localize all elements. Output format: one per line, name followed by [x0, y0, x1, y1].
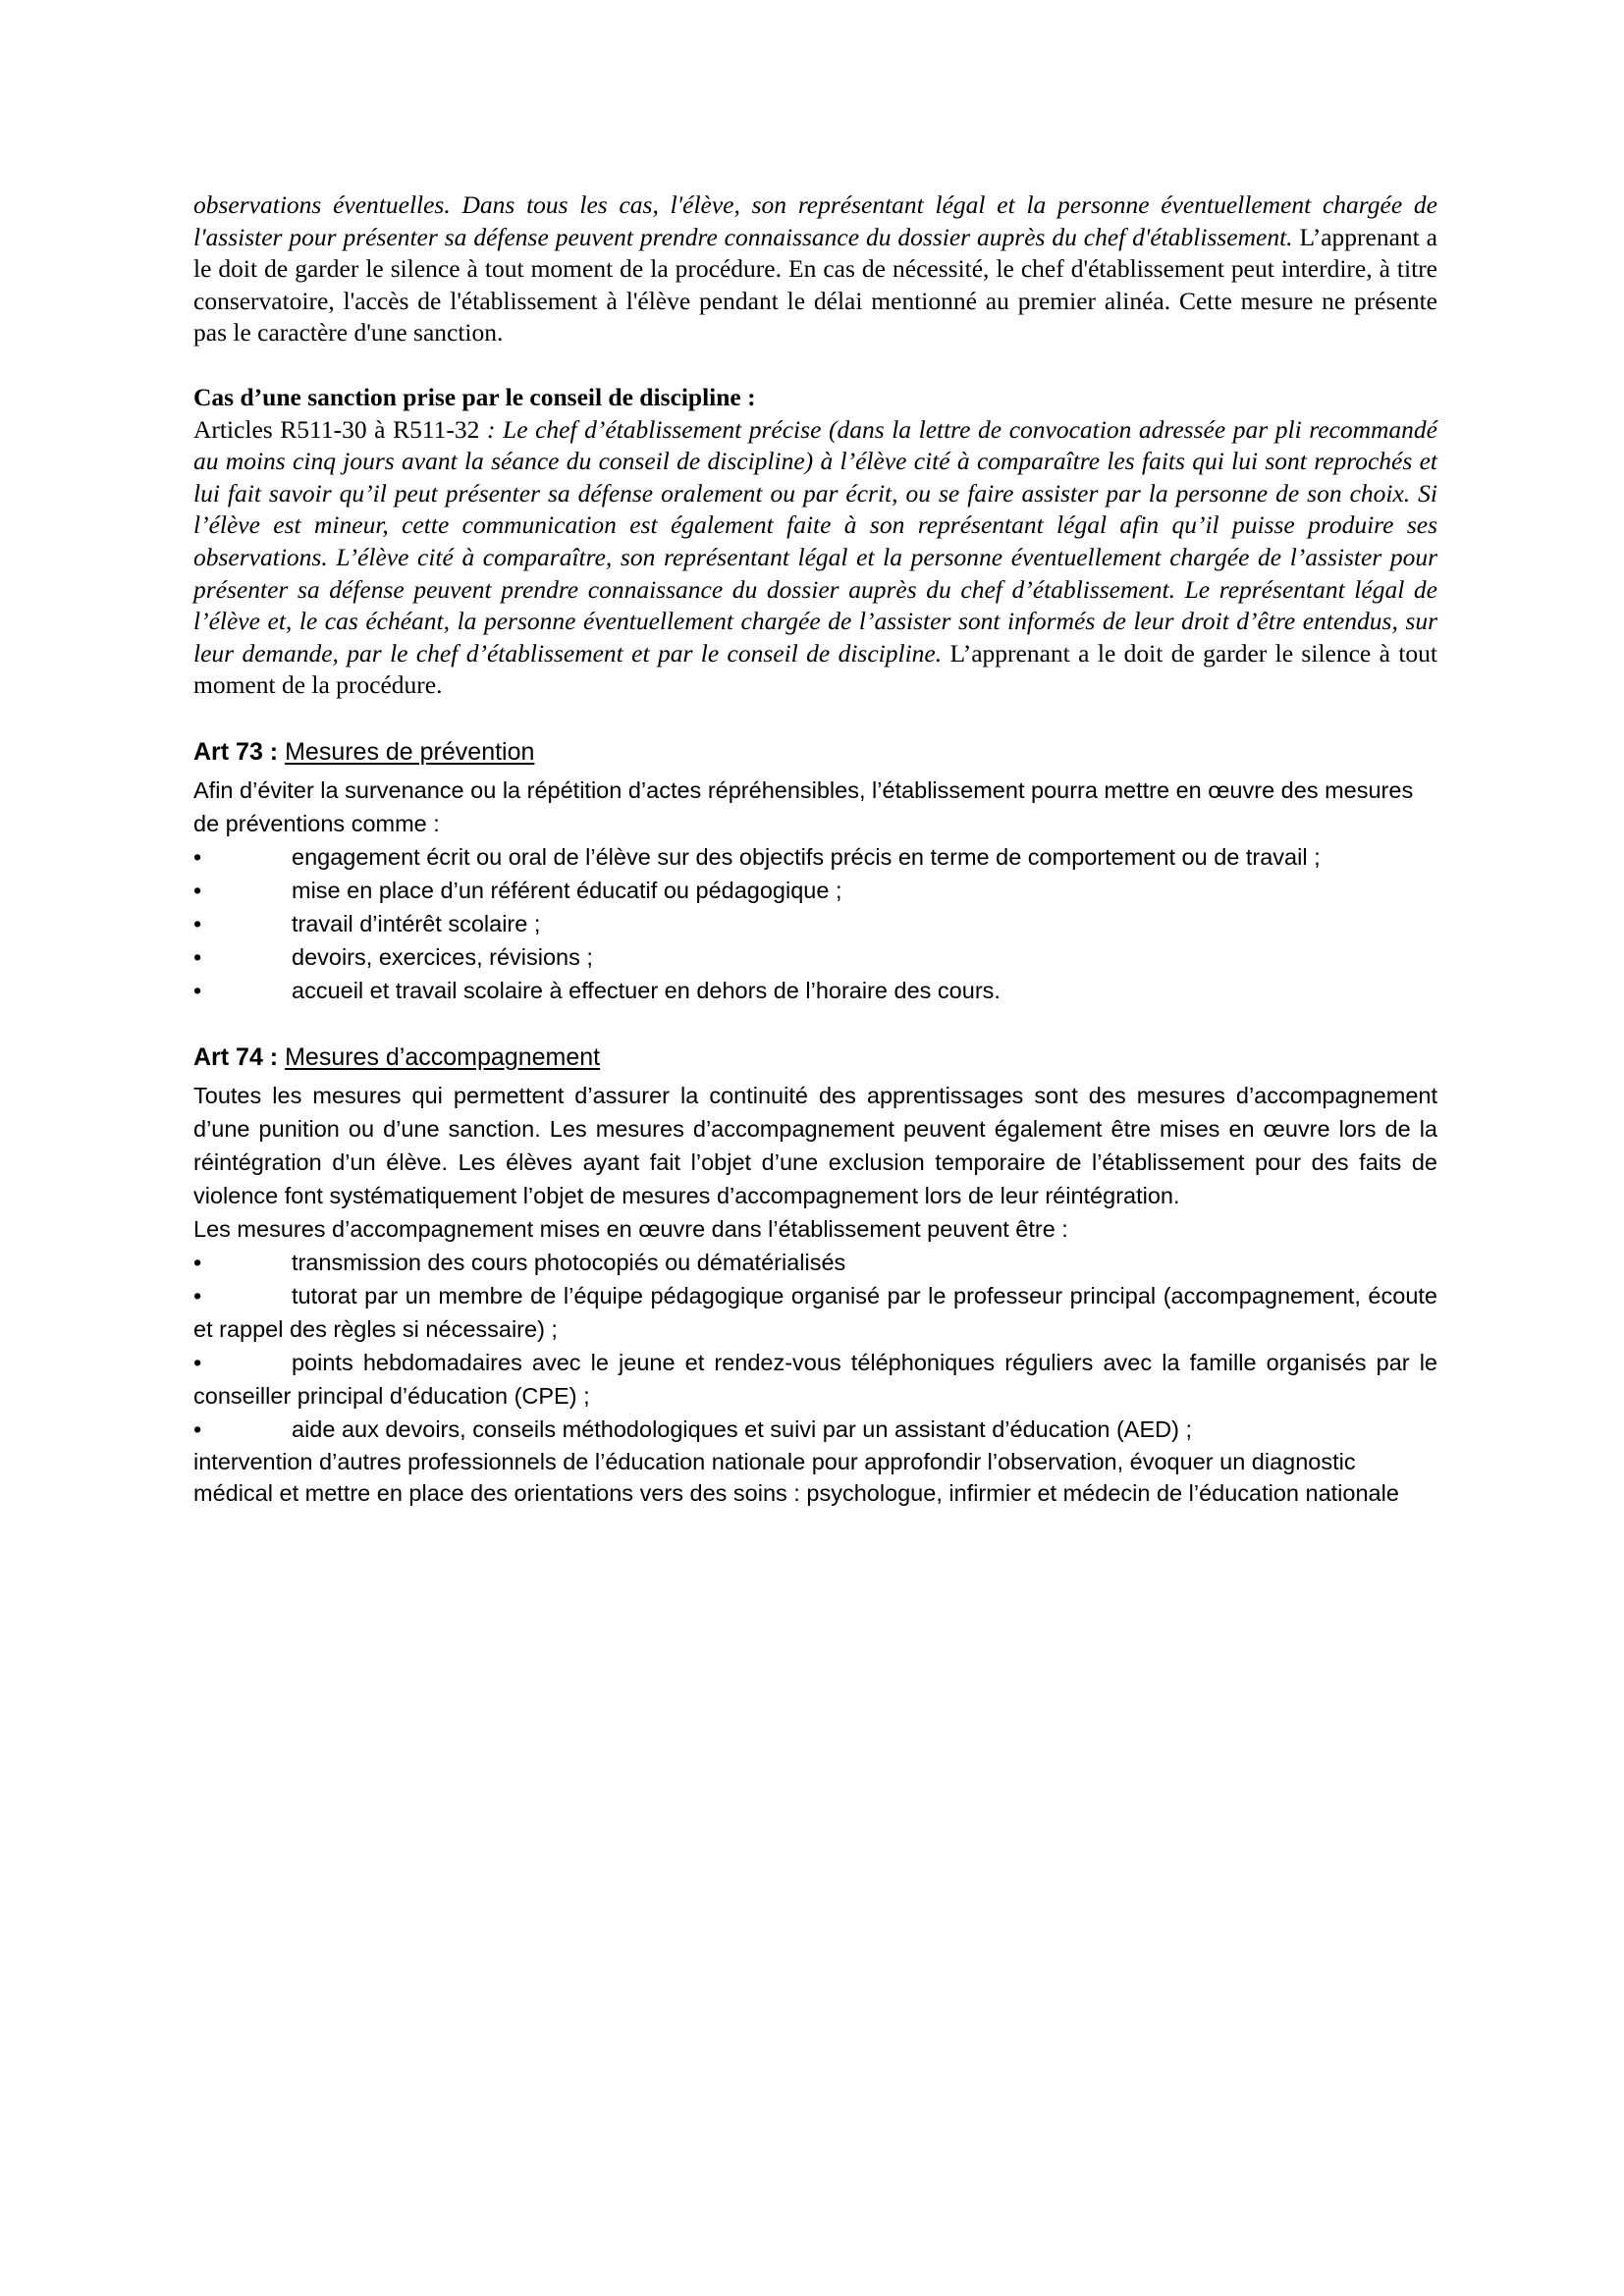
bullet-icon: •	[193, 1282, 202, 1308]
art74-closing-paragraph: intervention d’autres professionnels de l’éducation nationale pour approfondir l’observation, évoquer un diagnostic médical et mettre en place des orientations vers des soins : psychologue, infirmier et médecin de l’éducation nationale	[193, 1448, 1399, 1506]
discipline-roman-text: L’apprenant a le doit de garder le silence à tout moment de la procédure.	[193, 638, 1437, 700]
list-item	[193, 874, 1437, 907]
list-item	[193, 1346, 1437, 1413]
list-item-text: transmission des cours photocopiés ou dématérialisés	[292, 1249, 846, 1275]
list-item	[193, 840, 1437, 874]
discipline-italic-text: : Le chef d’établissement précise (dans la lettre de convocation adressée par pli recommandé au moins cinq jours avant la séance du conseil de discipline) à l’élève cité à comparaître les faits qui lui sont reprochés et lui fait savoir qu’il peut présenter sa défense oralement ou par écrit, ou se faire assister par la personne de son choix. Si l’élève est mineur, cette communication est également faite à son représentant légal afin qu’il puisse produire ses observations. L’élève cité à comparaître, son représentant légal et la personne éventuellement chargée de l’assister pour présenter sa défense peuvent prendre connaissance du dossier auprès du chef d’établissement. Le représentant légal de l’élève et, le cas échéant, la personne éventuellement chargée de l’assister sont informés de leur droit d’être entendus, sur leur demande, par le chef d’établissement et par le conseil de discipline.	[193, 414, 1437, 667]
articles-reference: Articles R511-30 à R511-32	[193, 414, 480, 444]
document-page	[193, 189, 1437, 1509]
art74-title: Mesures d’accompagnement	[285, 1042, 601, 1071]
bullet-icon: •	[193, 1415, 202, 1442]
art73-number: Art 73 :	[193, 737, 279, 766]
discipline-section-heading: Cas d’une sanction prise par le conseil de discipline :	[193, 382, 756, 411]
art73-heading	[193, 734, 1437, 770]
bullet-icon: •	[193, 977, 202, 1003]
bullet-icon: •	[193, 877, 202, 903]
art73-bullet-list	[193, 840, 1437, 1007]
art74-heading	[193, 1040, 1437, 1075]
art74-list-intro: Les mesures d’accompagnement mises en œuvre dans l’établissement peuvent être :	[193, 1215, 1068, 1242]
art73-intro: Afin d’éviter la survenance ou la répétition d’actes répréhensibles, l’établissement pourra mettre en œuvre des mesures de préventions comme :	[193, 776, 1414, 836]
continuation-paragraph	[193, 189, 1437, 349]
art73-title: Mesures de prévention	[285, 737, 535, 766]
list-item-text: aide aux devoirs, conseils méthodologiques et suivi par un assistant d’éducation (AED) ;	[292, 1415, 1193, 1442]
list-item	[193, 974, 1437, 1007]
bullet-icon: •	[193, 1349, 202, 1375]
list-item-text: accueil et travail scolaire à effectuer en dehors de l’horaire des cours.	[292, 977, 1001, 1003]
art74-number: Art 74 :	[193, 1042, 279, 1071]
art74-intro: Toutes les mesures qui permettent d’assurer la continuité des apprentissages sont des mesures d’accompagnement d’une punition ou d’une sanction. Les mesures d’accompagnement peuvent également être mises en œuvre lors de la réintégration d’un élève. Les élèves ayant fait l’objet d’une exclusion temporaire de l’établissement pour des faits de violence font systématiquement l’objet de mesures d’accompagnement lors de leur réintégration.	[193, 1082, 1437, 1208]
list-item-text: mise en place d’un référent éducatif ou pédagogique ;	[292, 877, 842, 903]
art74-bullet-list	[193, 1246, 1437, 1446]
list-item-text: travail d’intérêt scolaire ;	[292, 910, 541, 936]
continuation-roman-text: L’apprenant a le doit de garder le silence à tout moment de la procédure. En cas de nécessité, le chef d'établissement peut interdire, à titre conservatoire, l'accès de l'établissement à l'élève pendant le délai mentionné au premier alinéa. Cette mesure ne présente pas le caractère d'une sanction.	[193, 222, 1437, 347]
list-item-text: devoirs, exercices, révisions ;	[292, 943, 593, 970]
bullet-icon: •	[193, 1249, 202, 1275]
list-item	[193, 907, 1437, 940]
list-item-text: tutorat par un membre de l’équipe pédagogique organisé par le professeur principal (accompagnement, écoute et rappel des règles si nécessaire) ;	[193, 1282, 1437, 1342]
spacer	[193, 349, 1437, 382]
list-item	[193, 940, 1437, 974]
bullet-icon: •	[193, 943, 202, 970]
bullet-icon: •	[193, 843, 202, 870]
discipline-section-paragraph	[193, 414, 1437, 702]
list-item	[193, 1279, 1437, 1346]
list-item-text: engagement écrit ou oral de l’élève sur des objectifs précis en terme de comportement ou de travail ;	[292, 843, 1321, 870]
continuation-italic-text: observations éventuelles. Dans tous les cas, l'élève, son représentant légal et la personne éventuellement chargée de l'assister pour présenter sa défense peuvent prendre connaissance du dossier auprès du chef d'établissement.	[193, 190, 1437, 251]
list-item-text: points hebdomadaires avec le jeune et rendez-vous téléphoniques réguliers avec la famille organisés par le conseiller principal d’éducation (CPE) ;	[193, 1349, 1437, 1409]
list-item	[193, 1246, 1437, 1279]
list-item	[193, 1413, 1437, 1446]
bullet-icon: •	[193, 910, 202, 936]
